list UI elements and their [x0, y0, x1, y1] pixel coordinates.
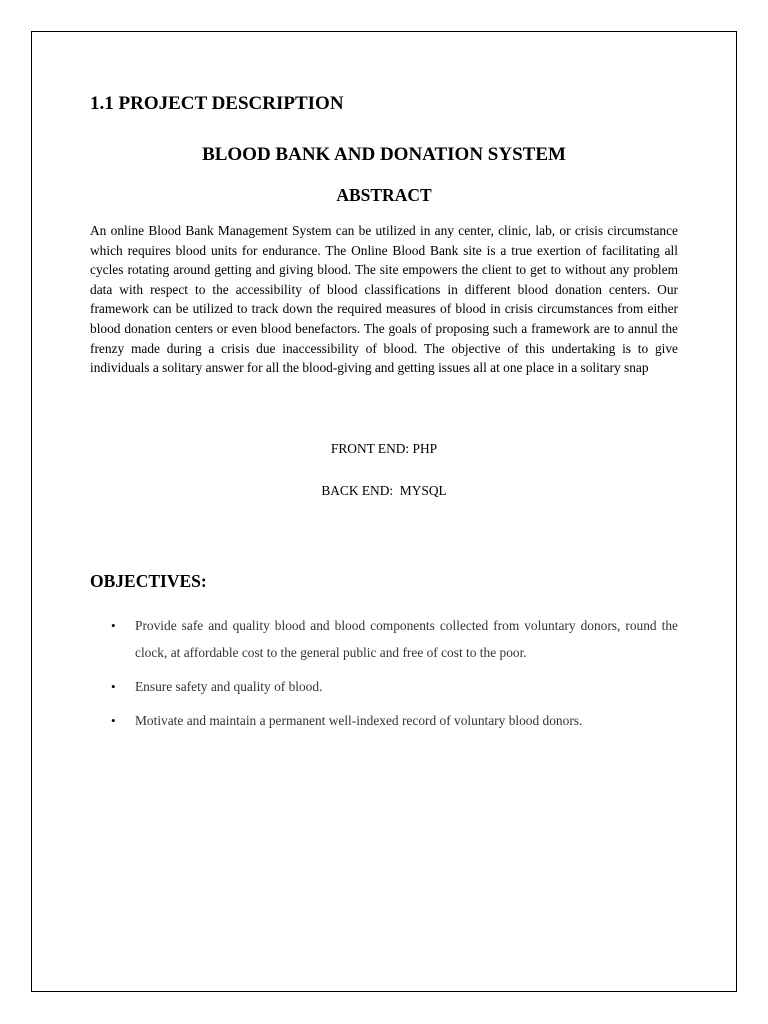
objective-text: Provide safe and quality blood and blood components collected from voluntary donors, round the clock, at affordable cost to the general public and free of cost to the poor.: [135, 618, 678, 660]
objectives-heading: OBJECTIVES:: [90, 571, 207, 591]
bullet-icon: •: [111, 618, 116, 633]
objective-item: [90, 612, 678, 666]
section-heading: 1.1 PROJECT DESCRIPTION: [90, 93, 344, 114]
bullet-icon: •: [111, 713, 116, 728]
objective-item: [90, 707, 678, 734]
objective-text: Ensure safety and quality of blood.: [135, 679, 323, 694]
abstract-heading: ABSTRACT: [336, 185, 432, 205]
page-border: [31, 31, 737, 992]
objectives-list: [90, 612, 678, 734]
abstract-paragraph: An online Blood Bank Management System can be utilized in any center, clinic, lab, or crisis circumstance which requires blood units for endurance. The Online Blood Bank site is a true exertion of facilitating all cycles rotating around getting and giving blood. The site empowers the client to get to without any problem data with respect to the accessibility of blood classifications in different blood donation centers. Our framework can be utilized to track down the required measures of blood in crisis circumstances from either blood donation centers or even blood benefactors. The goals of proposing such a framework are to annul the frenzy made during a crisis due inaccessibility of blood. The objective of this undertaking is to give individuals a solitary answer for all the blood-giving and getting issues all at one place in a solitary snap: [90, 223, 678, 376]
objective-item: [90, 673, 678, 700]
document-title: BLOOD BANK AND DONATION SYSTEM: [202, 144, 566, 165]
front-end-line: FRONT END: PHP: [330, 441, 438, 456]
objective-text: Motivate and maintain a permanent well-indexed record of voluntary blood donors.: [135, 713, 583, 728]
bullet-icon: •: [111, 679, 116, 694]
back-end-line: BACK END: MYSQL: [321, 483, 447, 498]
